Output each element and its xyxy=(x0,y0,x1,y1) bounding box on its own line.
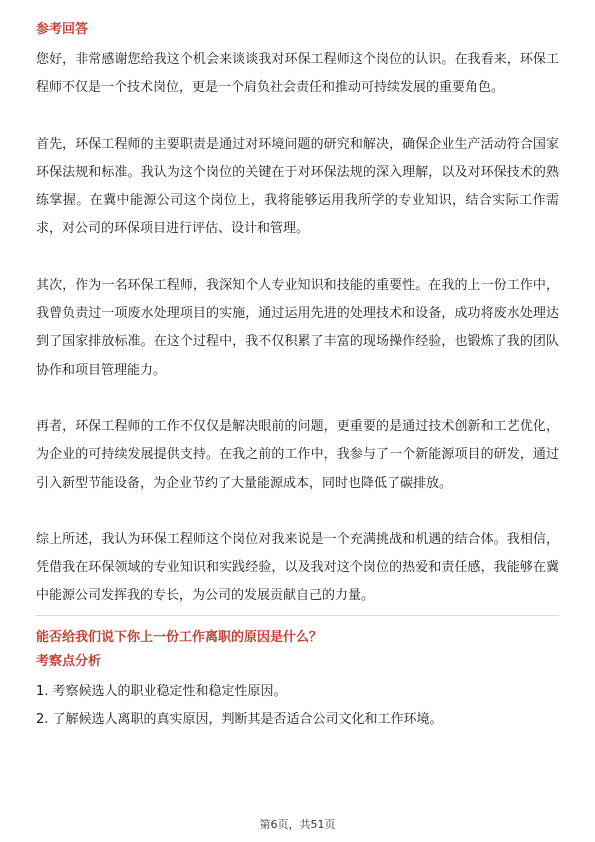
document-page xyxy=(36,20,559,734)
paragraph-gap xyxy=(36,385,559,413)
paragraph-gap xyxy=(36,498,559,526)
paragraph-gap xyxy=(36,103,559,131)
page-footer: 第6页，共51页 xyxy=(259,818,336,831)
analysis-heading: 考察点分析 xyxy=(36,653,102,669)
question-heading: 能否给我们说下你上一份工作离职的原因是什么？ xyxy=(36,629,323,645)
analysis-item-1: 1. 考察候选人的职业稳定性和稳定性原因。 xyxy=(36,683,287,699)
paragraph-3: 其次，作为一名环保工程师，我深知个人专业知识和技能的重要性。在我的上一份工作中，我曾负责过一项废水处理项目的实施，通过运用先进的处理技术和设备，成功将废水处理达到了国家排放标准。在这个过程中，我不仅积累了丰富的现场操作经验，也锻炼了我的团队协作和项目管理能力。 xyxy=(36,277,559,378)
section-divider xyxy=(36,615,559,616)
paragraph-5: 综上所述，我认为环保工程师这个岗位对我来说是一个充满挑战和机遇的结合体。我相信，凭借我在环保领域的专业知识和实践经验，以及我对这个岗位的热爱和责任感，我能够在冀中能源公司发挥我的专长，为公司的发展贡献自己的力量。 xyxy=(36,531,559,604)
analysis-item-2: 2. 了解候选人离职的真实原因，判断其是否适合公司文化和工作环境。 xyxy=(36,711,443,727)
paragraph-gap xyxy=(36,244,559,272)
paragraph-2: 首先，环保工程师的主要职责是通过对环境问题的研究和解决，确保企业生产活动符合国家环保法规和标准。我认为这个岗位的关键在于对环保法规的深入理解，以及对环保技术的熟练掌握。在冀中能源公司这个岗位上，我将能够运用我所学的专业知识，结合实际工作需求，对公司的环保项目进行评估、设计和管理。 xyxy=(36,136,559,237)
paragraph-4: 再者，环保工程师的工作不仅仅是解决眼前的问题，更重要的是通过技术创新和工艺优化，为企业的可持续发展提供支持。在我之前的工作中，我参与了一个新能源项目的研发，通过引入新型节能设备，为企业节约了大量能源成本，同时也降低了碳排放。 xyxy=(36,418,559,491)
paragraph-1: 您好，非常感谢您给我这个机会来谈谈我对环保工程师这个岗位的认识。在我看来，环保工程师不仅是一个技术岗位，更是一个肩负社会责任和推动可持续发展的重要角色。 xyxy=(36,52,559,96)
answer-heading: 参考回答 xyxy=(36,22,89,37)
